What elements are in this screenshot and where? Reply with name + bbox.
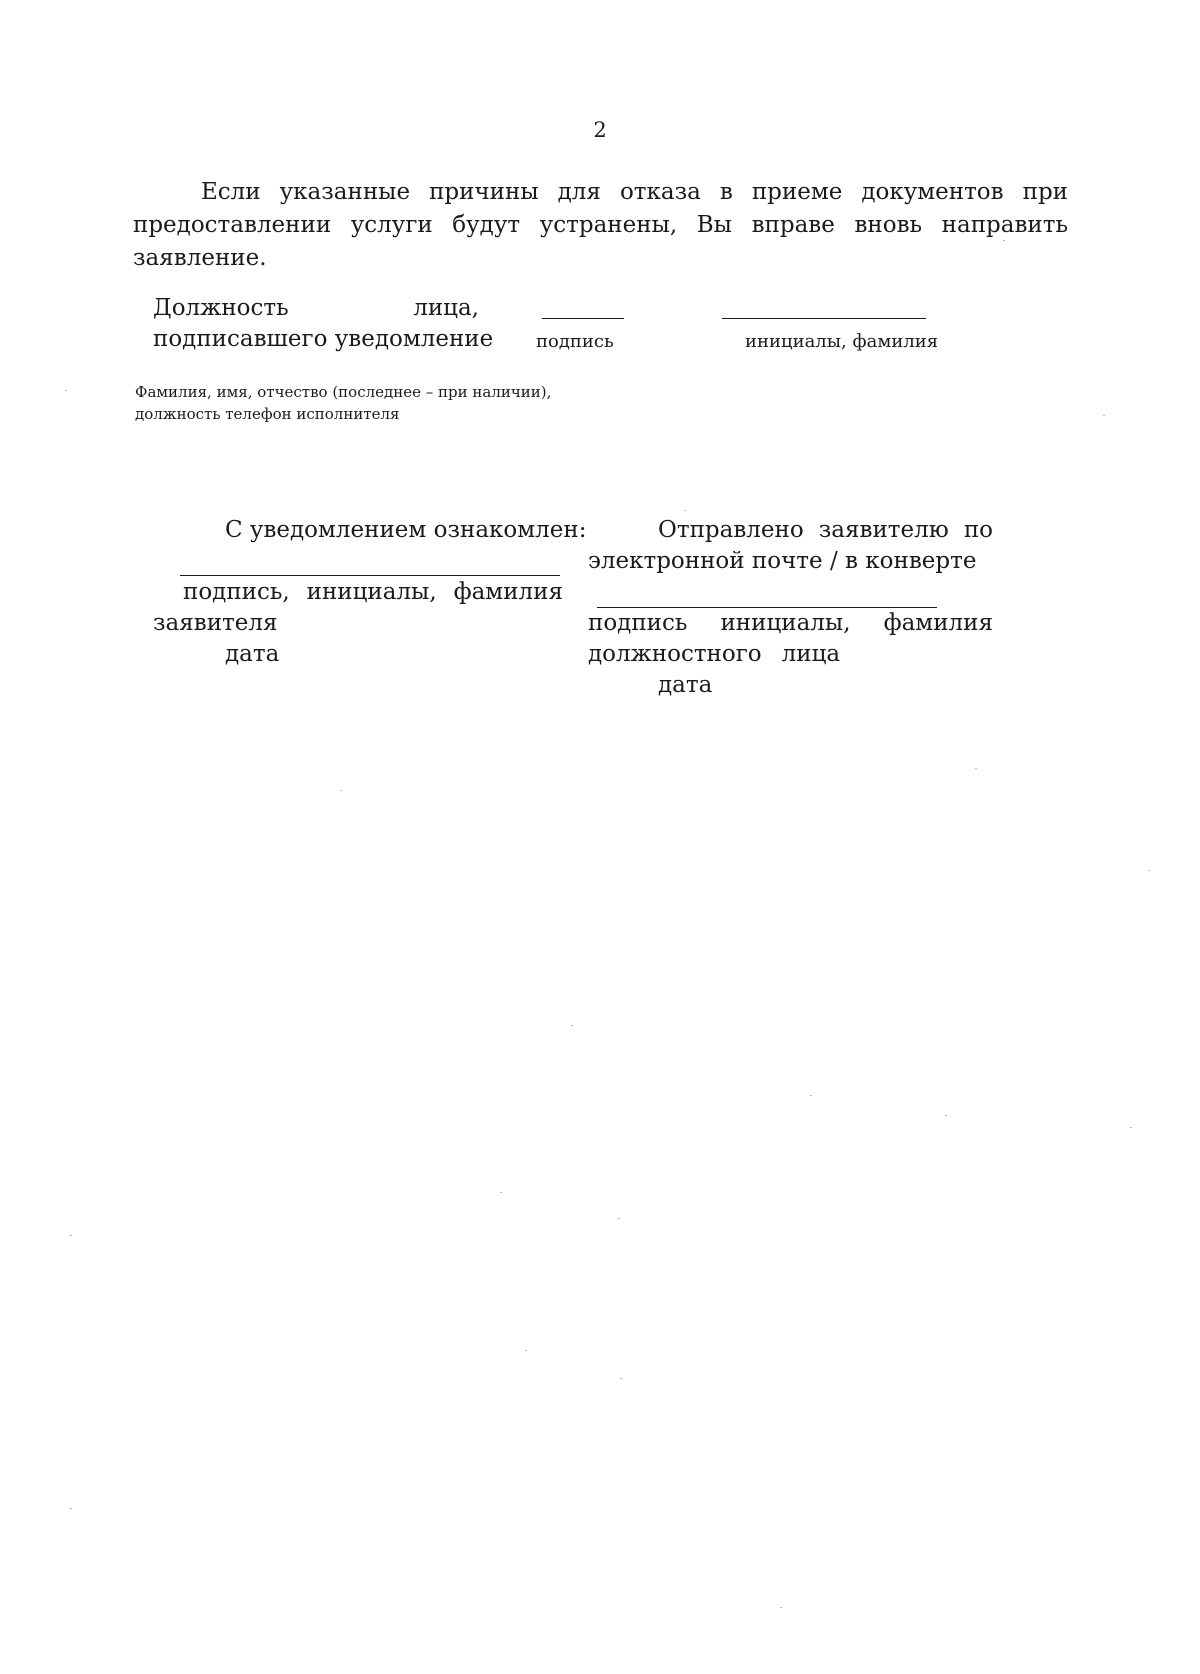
executor-note-line-1: Фамилия, имя, отчество (последнее – при наличии), [135,383,552,401]
sent-caption-row [588,608,993,639]
applicant-heading: С уведомлением ознакомлен: [225,517,587,543]
applicant-block [153,515,587,670]
signature-caption: подпись [536,331,614,352]
sent-heading-word-2: заявителю [818,517,949,543]
position-line-2: подписавшего уведомление [153,326,494,352]
sent-caption-word-2: инициалы, [720,610,851,636]
page-number: 2 [593,118,607,142]
position-word-1: Должность [153,295,289,321]
sent-heading-word-1: Отправлено [658,517,804,543]
position-word-2: лица, [413,295,479,321]
applicant-date-label: дата [225,641,280,667]
applicant-caption-word-2: инициалы, [306,579,437,605]
sent-caption-line2-word-1: должностного [588,641,762,667]
signature-line [542,318,624,319]
notice-paragraph-text: Если указанные причины для отказа в приеме документов при предоставлении услуги будут устранены, Вы вправе вновь направить заявление. [133,179,1068,271]
name-caption: инициалы, фамилия [745,331,939,352]
official-signature-line [597,607,937,608]
applicant-caption-row [153,577,563,608]
name-line [722,318,926,319]
executor-note [135,381,551,425]
applicant-signature-line [180,575,560,576]
applicant-caption-word-3: фамилия [453,579,563,605]
sent-date-label: дата [658,672,713,698]
sent-caption-word-3: фамилия [883,610,993,636]
sent-caption-line-2 [588,639,993,670]
sent-caption-word-1: подпись [588,610,688,636]
applicant-caption-line-2: заявителя [153,610,278,636]
notice-paragraph [133,176,1068,275]
official-position-label [153,293,494,355]
sent-caption-line2-word-2: лица [781,641,841,667]
sent-block [588,515,993,701]
applicant-caption-word-1: подпись, [183,579,290,605]
sent-heading-word-3: по [963,517,993,543]
executor-note-line-2: должность телефон исполнителя [135,405,400,423]
sent-heading-line-2: электронной почте / в конверте [588,548,977,574]
sent-heading-row [588,515,993,546]
